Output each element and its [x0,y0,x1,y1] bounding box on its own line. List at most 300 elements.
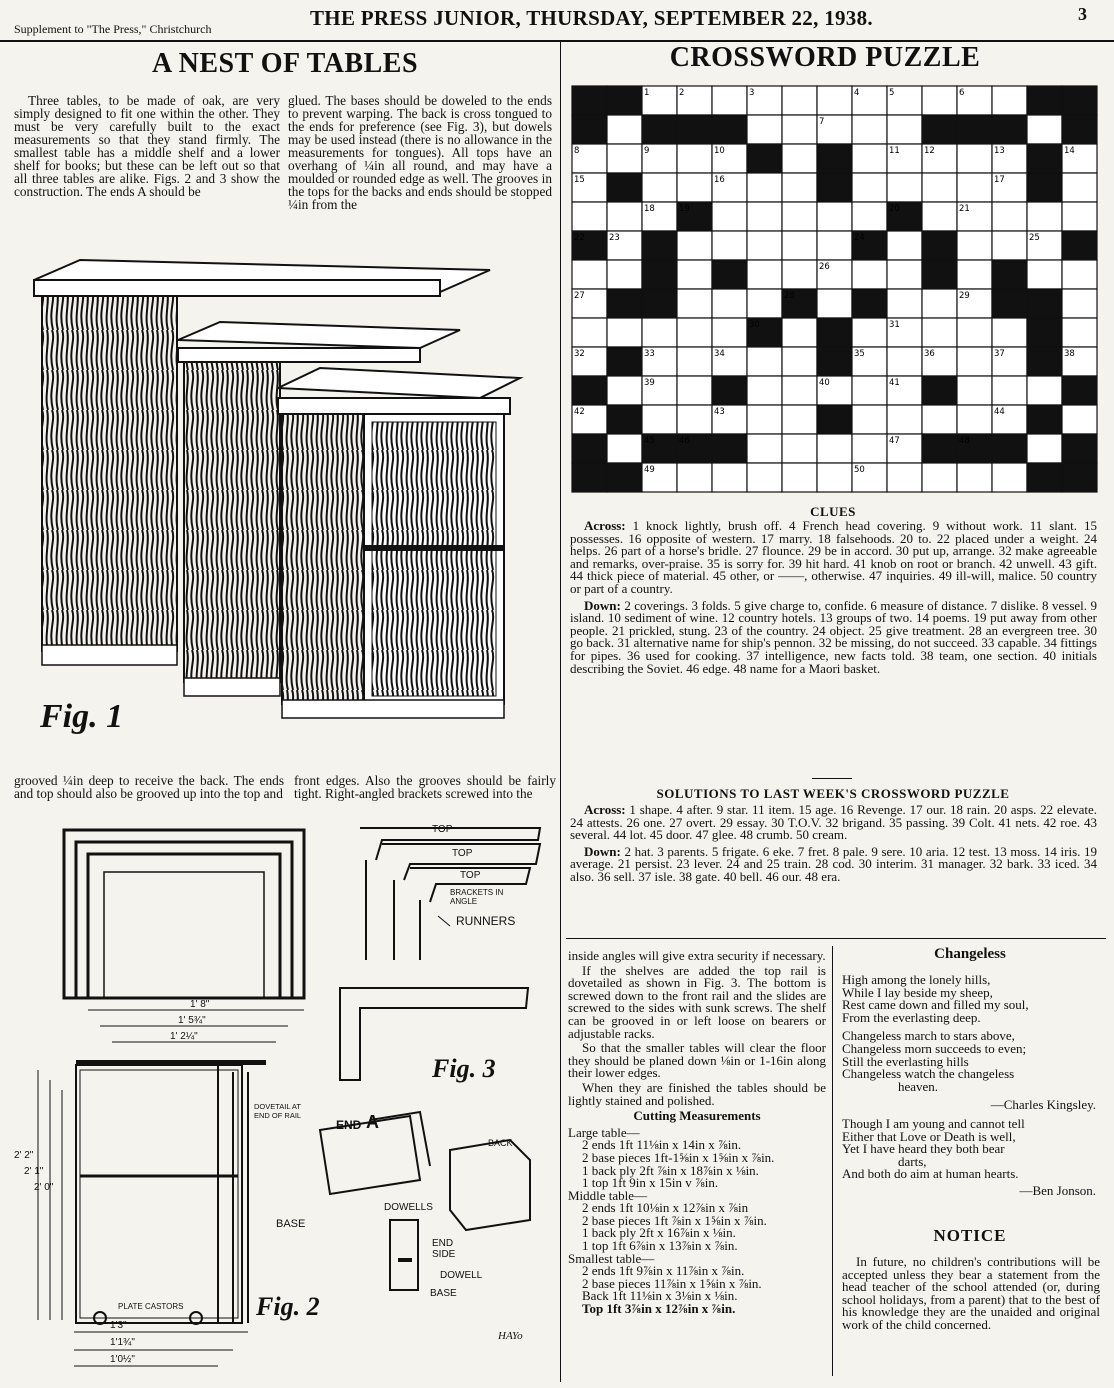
crossword-cell[interactable] [852,173,887,202]
crossword-cell[interactable] [782,173,817,202]
crossword-black-cell [1027,289,1062,318]
crossword-cell[interactable] [607,318,642,347]
crossword-number: 26 [819,262,830,272]
crossword-cell[interactable] [677,260,712,289]
crossword-cell[interactable] [677,318,712,347]
crossword-number: 42 [574,407,585,417]
end-side-label: END SIDE [432,1238,456,1260]
crossword-cell[interactable] [712,463,747,492]
crossword-cell[interactable] [817,231,852,260]
crossword-black-cell [572,115,607,144]
measurement-line: 1 back ply 2ft x 16⅞in x ⅛in. [582,1225,736,1241]
fig2-dim: 1' 5¾" [178,1015,206,1026]
crossword-cell[interactable] [852,115,887,144]
crossword-cell[interactable] [922,202,957,231]
crossword-cell[interactable] [642,173,677,202]
poem-stanza [842,1115,1104,1182]
back-label: BACK [488,1138,513,1148]
crossword-cell[interactable] [992,231,1027,260]
crossword-cell[interactable] [852,434,887,463]
crossword-black-cell [1062,86,1097,115]
clues-heading: CLUES [810,504,856,519]
crossword-black-cell [922,231,957,260]
crossword-cell[interactable] [852,144,887,173]
crossword-black-cell [572,463,607,492]
crossword-cell[interactable] [572,318,607,347]
crossword-cell[interactable] [677,231,712,260]
crossword-black-cell [747,144,782,173]
crossword-black-cell [712,376,747,405]
crossword-cell[interactable] [817,434,852,463]
dowell-label: DOWELL [440,1270,483,1281]
crossword-black-cell [1027,144,1062,173]
crossword-black-cell [922,115,957,144]
crossword-black-cell [1062,231,1097,260]
poem-line: From the everlasting deep. [842,1009,981,1025]
measurement-line: Smallest table— [568,1250,655,1266]
solutions-across: 1 shape. 4 after. 9 star. 11 item. 15 age. 16 Revenge. 17 our. 18 rain. 20 asps. 22 elevate. 24 attests. 26 one. 27 overt. 29 essay. 30 T.O.V. 32 brigand. 35 passing. 39 Colt. 41 nets. 42 roe. 43 several. 44 lot. 45 door. 47 glee. 48 crumb. 50 cream. [570,802,1098,843]
crossword-cell[interactable] [782,434,817,463]
crossword-cell[interactable] [957,318,992,347]
crossword-cell[interactable] [677,463,712,492]
fig2-side-dim: 2' 2" [14,1150,34,1161]
crossword-black-cell [1027,405,1062,434]
crossword-cell[interactable] [677,144,712,173]
crossword-black-cell [572,434,607,463]
crossword-cell[interactable] [852,405,887,434]
newspaper-title: THE PRESS JUNIOR, THURSDAY, SEPTEMBER 22, 1938. [310,6,873,30]
crossword-number: 50 [854,465,865,475]
crossword-number: 47 [889,436,900,446]
dowells-label: DOWELLS [384,1202,433,1213]
notice-text: In future, no children's contributions will be accepted unless they bear a statement from the head teacher of the school attended (or, during school holidays, from a parent) that to the best of his knowledge they are the unaided and original work of the child concerned. [842,1254,1100,1332]
crossword-cell[interactable] [922,318,957,347]
article-paragraph: When they are finished the tables should be lightly stained and polished. [568,1079,826,1108]
crossword-cell[interactable] [782,202,817,231]
crossword-cell[interactable] [1027,260,1062,289]
measurement-line: 2 base pieces 1ft-1⅝in x 1⅝in x ⅞in. [582,1149,775,1165]
crossword-number: 13 [994,146,1005,156]
crossword-cell[interactable] [607,260,642,289]
crossword-number: 19 [679,204,690,214]
crossword-cell[interactable] [957,463,992,492]
crossword-cell[interactable] [607,434,642,463]
solutions-down-label: Down: [584,843,621,859]
article-col-2 [288,94,552,213]
crossword-number: 1 [644,88,650,98]
crossword-black-cell [607,463,642,492]
article-headline: A NEST OF TABLES [151,48,419,79]
crossword-cell[interactable] [887,173,922,202]
article-paragraph: Three tables, to be made of oak, are very simply designed to fit one within the other. They must be very carefully built to the exact measurements so that they stand firmly. The smallest table has a middle shelf and a lower shelf for books; but these can be left out so that all three tables are alike. Figs. 2 and 3 show the construction. The ends A should be [14,93,280,199]
fig3-top-label: TOP [432,824,453,835]
poem-line: While I lay beside my sheep, [842,984,993,1000]
article-paragraph: glued. The bases should be doweled to the ends to prevent warping. The back is cross tongued to the ends for preference (see Fig. 3), but dowels may be used instead (there is no allowance in the measurements for tongues). All tops have an overhang of ¼in all round, and may have a moulded or rounded edge as well. The grooves in the tops for the backs and ends should be stopped ¼in from the [288,93,552,212]
crossword-black-cell [957,115,992,144]
poem-line: Still the everlasting hills [842,1053,969,1069]
measurement-line: 1 top 1ft 9in x 15in v ⅞in. [582,1175,719,1191]
fig2-label: Fig. 2 [256,1292,320,1321]
crossword-number: 44 [994,407,1005,417]
crossword-cell[interactable] [712,231,747,260]
crossword-number: 14 [1064,146,1075,156]
crossword-cell[interactable] [1027,434,1062,463]
crossword-cell[interactable] [747,115,782,144]
crossword-number: 10 [714,146,725,156]
crossword-number: 31 [889,320,900,330]
poem-body [842,974,1104,1198]
crossword-cell[interactable] [782,144,817,173]
notice-body [842,1256,1100,1334]
fig2-dim: 1' 2¼" [170,1031,198,1042]
crossword-number: 25 [1029,233,1040,243]
article-col-1 [14,94,280,200]
poem-title: Changeless [934,946,1006,962]
artist-mark: HAYo [498,1330,523,1342]
crossword-cell[interactable] [992,202,1027,231]
article-paragraph: inside angles will give extra security if necessary. [568,948,826,963]
crossword-black-cell [992,260,1027,289]
crossword-black-cell [642,289,677,318]
crossword-cell[interactable] [1062,173,1097,202]
crossword-cell[interactable] [782,405,817,434]
crossword-cell[interactable] [957,405,992,434]
measurement-line: Back 1ft 11⅛in x 3⅛in x ⅛in. [582,1288,738,1304]
measurement-line: 2 ends 1ft 11⅛in x 14in x ⅞in. [582,1137,742,1153]
crossword-cell[interactable] [712,318,747,347]
poem-line: heaven. [898,1078,939,1094]
crossword-cell[interactable] [712,86,747,115]
poem-author: —Charles Kingsley. [990,1097,1096,1113]
crossword-number: 9 [644,146,650,156]
crossword-black-cell [1027,173,1062,202]
crossword-cell[interactable] [957,173,992,202]
measurement-line: Top 1ft 3⅞in x 12⅞in x ⅞in. [582,1301,736,1317]
crossword-black-cell [922,260,957,289]
fig2-dim: 1'0½" [110,1354,135,1365]
fig2-side-dim: 2' 1" [24,1166,44,1177]
crossword-black-cell [1062,115,1097,144]
crossword-cell[interactable] [607,115,642,144]
crossword-cell[interactable] [607,202,642,231]
crossword-cell[interactable] [677,289,712,318]
crossword-cell[interactable] [747,463,782,492]
crossword-cell[interactable] [747,434,782,463]
crossword-number: 21 [959,204,970,214]
crossword-cell[interactable] [782,347,817,376]
crossword-cell[interactable] [922,289,957,318]
crossword-black-cell [817,318,852,347]
solutions-across-label: Across: [584,802,626,817]
fig1-label: Fig. 1 [40,698,124,735]
crossword-cell[interactable] [747,405,782,434]
crossword-black-cell [572,86,607,115]
down-label: Down: [584,597,621,613]
fig1-illustration [20,250,540,770]
article-paragraph: front edges. Also the grooves should be fairly tight. Right-angled brackets screwed into the [294,773,556,801]
crossword-cell[interactable] [782,376,817,405]
crossword-cell[interactable] [922,86,957,115]
crossword-number: 12 [924,146,935,156]
crossword-cell[interactable] [1027,376,1062,405]
fig3-top-label: TOP [460,870,481,881]
crossword-cell[interactable] [887,260,922,289]
crossword-cell[interactable] [957,260,992,289]
crossword-number: 2 [679,88,685,98]
crossword-cell[interactable] [782,115,817,144]
crossword-black-cell [817,173,852,202]
crossword-number: 38 [1064,349,1075,359]
crossword-black-cell [992,289,1027,318]
crossword-cell[interactable] [747,289,782,318]
crossword-black-cell [642,115,677,144]
crossword-number: 40 [819,378,830,388]
crossword-cell[interactable] [607,144,642,173]
section-divider [566,938,1106,939]
crossword-cell[interactable] [992,86,1027,115]
crossword-black-cell [1062,463,1097,492]
poem-line: darts, [898,1153,927,1169]
crossword-cell[interactable] [852,318,887,347]
crossword-cell[interactable] [1062,202,1097,231]
crossword-black-cell [817,347,852,376]
crossword-black-cell [1062,434,1097,463]
crossword-black-cell [922,376,957,405]
crossword-number: 48 [959,436,970,446]
crossword-cell[interactable] [992,463,1027,492]
crossword-black-cell [677,115,712,144]
crossword-cell[interactable] [782,463,817,492]
crossword-number: 32 [574,349,585,359]
crossword-cell[interactable] [887,231,922,260]
crossword-cell[interactable] [887,463,922,492]
crossword-cell[interactable] [572,260,607,289]
crossword-black-cell [712,260,747,289]
measurement-line: Middle table— [568,1187,648,1203]
crossword-cell[interactable] [1062,405,1097,434]
crossword-number: 15 [574,175,585,185]
crossword-cell[interactable] [782,231,817,260]
crossword-cell[interactable] [782,260,817,289]
crossword-black-cell [922,434,957,463]
crossword-black-cell [992,115,1027,144]
crossword-black-cell [817,144,852,173]
crossword-cell[interactable] [852,260,887,289]
crossword-cell[interactable] [747,376,782,405]
crossword-number: 28 [784,291,795,301]
crossword-black-cell [852,289,887,318]
crossword-cell[interactable] [642,405,677,434]
crossword-cell[interactable] [887,115,922,144]
fig3-label: Fig. 3 [432,1054,496,1083]
crossword-number: 7 [819,117,825,127]
poem-line: Either that Love or Death is well, [842,1128,1016,1144]
crossword-black-cell [607,347,642,376]
measurement-line: 2 ends 1ft 10⅛in x 12⅞in x ⅞in [582,1200,749,1216]
measurement-line: Large table— [568,1124,640,1140]
column-divider [560,42,561,1382]
clues-block [570,520,1097,677]
crossword-cell[interactable] [1062,318,1097,347]
crossword-cell[interactable] [852,376,887,405]
crossword-number: 17 [994,175,1005,185]
crossword-cell[interactable] [817,289,852,318]
crossword-cell[interactable] [747,260,782,289]
crossword-grid[interactable] [572,86,1098,482]
crossword-cell[interactable] [852,202,887,231]
measurement-line: 2 base pieces 11⅞in x 1⅝in x ⅞in. [582,1275,762,1291]
crossword-cell[interactable] [677,405,712,434]
crossword-cell[interactable] [1027,115,1062,144]
crossword-cell[interactable] [887,347,922,376]
crossword-title: CROSSWORD PUZZLE [669,42,981,73]
crossword-black-cell [1027,463,1062,492]
crossword-number: 4 [854,88,860,98]
crossword-black-cell [817,405,852,434]
crossword-cell[interactable] [887,289,922,318]
poem-line: And both do aim at human hearts. [842,1166,1019,1182]
crossword-cell[interactable] [642,318,677,347]
crossword-cell[interactable] [817,202,852,231]
poem-line: Though I am young and cannot tell [842,1115,1025,1131]
base-label: BASE [276,1218,306,1230]
cutting-heading: Cutting Measurements [633,1108,761,1124]
crossword-number: 5 [889,88,895,98]
article-continuation [568,950,826,1316]
crossword-black-cell [607,405,642,434]
crossword-cell[interactable] [817,463,852,492]
crossword-number: 27 [574,291,585,301]
measurements-list [568,1124,826,1317]
measurement-line: 1 top 1ft 6⅞in x 13⅞in x ⅞in. [582,1238,738,1254]
crossword-cell[interactable] [607,376,642,405]
article-col-4 [294,774,556,802]
crossword-black-cell [712,115,747,144]
crossword-cell[interactable] [747,202,782,231]
poem-line: Changeless watch the changeless [842,1066,1015,1082]
crossword-number: 41 [889,378,900,388]
crossword-cell[interactable] [782,318,817,347]
crossword-cell[interactable] [992,318,1027,347]
crossword-cell[interactable] [747,173,782,202]
crossword-number: 33 [644,349,655,359]
crossword-cell[interactable] [957,144,992,173]
crossword-number: 45 [644,436,655,446]
crossword-cell[interactable] [1062,260,1097,289]
crossword-black-cell [1027,347,1062,376]
crossword-cell[interactable] [992,376,1027,405]
crossword-cell[interactable] [957,231,992,260]
crossword-cell[interactable] [677,376,712,405]
supplement-line: Supplement to "The Press," Christchurch [14,22,212,36]
crossword-number: 49 [644,465,655,475]
crossword-number: 43 [714,407,725,417]
article-col-3 [14,774,284,802]
poem-stanza [842,974,1104,1024]
runners-label: RUNNERS [456,914,516,928]
divider [812,778,852,779]
crossword-cell[interactable] [677,347,712,376]
article-paragraph: If the shelves are added the top rail is dovetailed as shown in Fig. 3. The bottom is screwed down to the front rail and the slides are screwed to the sides with sunk screws. The shelf can be grooved in or left loose on bearers or adjustable racks. [568,962,826,1041]
across-label: Across: [584,518,626,533]
crossword-cell[interactable] [712,202,747,231]
crossword-cell[interactable] [712,289,747,318]
solutions-block [570,804,1097,886]
crossword-cell[interactable] [922,173,957,202]
crossword-number: 3 [749,88,755,98]
crossword-number: 35 [854,349,865,359]
crossword-cell[interactable] [572,202,607,231]
crossword-number: 16 [714,175,725,185]
crossword-number: 23 [609,233,620,243]
base-label: BASE [430,1288,457,1299]
crossword-cell[interactable] [887,405,922,434]
solutions-heading: SOLUTIONS TO LAST WEEK'S CROSSWORD PUZZLE [656,786,1010,801]
poem-line: High among the lonely hills, [842,972,991,987]
crossword-cell[interactable] [1027,202,1062,231]
plate-castors-label: PLATE CASTORS [118,1302,184,1311]
page-number: 3 [1078,4,1087,24]
crossword-number: 11 [889,146,900,156]
fig2-side-dim: 2' 0" [34,1182,54,1193]
crossword-black-cell [607,289,642,318]
notice-title: NOTICE [933,1226,1007,1245]
crossword-black-cell [607,86,642,115]
crossword-black-cell [642,231,677,260]
crossword-cell[interactable] [922,405,957,434]
crossword-number: 39 [644,378,655,388]
crossword-cell[interactable] [817,86,852,115]
crossword-cell[interactable] [747,231,782,260]
crossword-black-cell [607,173,642,202]
masthead [0,0,1114,42]
poem-stanza [842,1030,1104,1093]
crossword-black-cell [572,376,607,405]
fig3-top-label: TOP [452,848,473,859]
poem-line: Rest came down and filled my soul, [842,997,1029,1013]
brackets-label: BRACKETS IN ANGLE [450,888,504,906]
crossword-cell[interactable] [922,463,957,492]
crossword-black-cell [1027,318,1062,347]
down-clues: 2 coverings. 3 folds. 5 give charge to, confide. 6 measure of distance. 7 dislike. 8 vessel. 9 island. 10 sediment of wine. 12 country hotels. 13 groups of two. 14 poems. 19 put away from other people. 21 prickled, stung. 23 of the country. 24 object. 25 give treatment. 28 an evergreen tree. 30 go back. 31 alternative name for ship's pennon. 32 be missing, do not succeed. 33 capable. 34 fittings for pipes. 36 used for cooking. 37 intelligence, new facts told. 38 team, one section. 40 initials describing the Soviet. 46 edge. 48 name for a Maori basket. [570,597,1097,676]
crossword-cell[interactable] [677,173,712,202]
crossword-number: 8 [574,146,580,156]
crossword-cell[interactable] [747,347,782,376]
measurement-line: 1 back ply 2ft ⅞in x 18⅞in x ⅛in. [582,1162,759,1178]
crossword-black-cell [642,260,677,289]
poem-line: Yet I have heard they both bear [842,1141,1005,1157]
fig2-dim: 1'3" [110,1320,127,1331]
crossword-cell[interactable] [1062,289,1097,318]
poem-author: —Ben Jonson. [1019,1182,1096,1198]
solutions-down: 2 hat. 3 parents. 5 frigate. 6 eke. 7 fret. 8 pale. 9 sere. 10 aria. 12 test. 13 moss. 14 iris. 19 average. 21 persist. 23 lever. 24 and 25 train. 28 cod. 30 interim. 31 manager. 32 bark. 33 iced. 34 also. 36 sell. 37 isle. 38 gate. 40 bell. 46 our. 48 era. [570,843,1097,884]
crossword-cell[interactable] [782,86,817,115]
crossword-cell[interactable] [957,347,992,376]
crossword-number: 34 [714,349,725,359]
end-label: END [336,1118,362,1132]
crossword-number: 18 [644,204,655,214]
crossword-cell[interactable] [957,376,992,405]
crossword-number: 24 [854,233,865,243]
crossword-black-cell [992,434,1027,463]
poem-line: Changeless march to stars above, [842,1028,1015,1044]
crossword-black-cell [712,434,747,463]
crossword-number: 30 [749,320,760,330]
crossword-number: 22 [574,233,585,243]
measurement-line: 2 ends 1ft 9⅞in x 11⅞in x ⅞in. [582,1263,745,1279]
crossword-number: 37 [994,349,1005,359]
measurement-line: 2 base pieces 1ft ⅞in x 1⅝in x ⅞in. [582,1212,767,1228]
